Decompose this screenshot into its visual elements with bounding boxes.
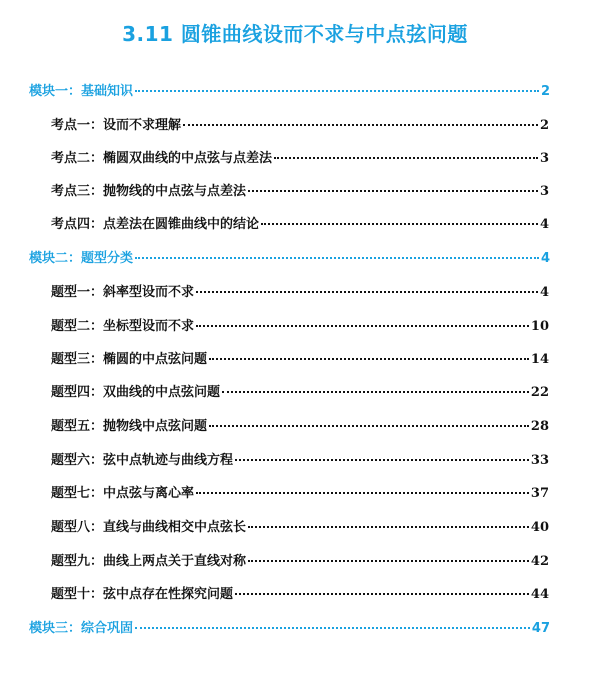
toc-module-1[interactable] [29,83,550,101]
toc-tixing-2[interactable] [51,318,549,336]
toc-kaodian-2[interactable] [51,150,549,168]
toc-label: 考点二：椭圆双曲线的中点弦与点差法 [51,151,273,166]
toc-label: 题型七：中点弦与离心率 [51,486,195,501]
toc-page-number: 22 [530,385,549,400]
toc-label: 考点三：抛物线的中点弦与点差法 [51,184,247,199]
toc-label: 题型一：斜率型设而不求 [51,285,195,300]
toc-dot-leader [235,593,529,595]
toc-module-2[interactable] [29,250,550,268]
toc-dot-leader [135,627,530,629]
toc-label: 考点四：点差法在圆锥曲线中的结论 [51,217,260,232]
toc-page-number: 4 [540,251,550,266]
toc-dot-leader [235,459,529,461]
toc-kaodian-1[interactable] [51,117,549,135]
toc-label: 题型五：抛物线中点弦问题 [51,419,208,434]
toc-dot-leader [196,291,538,293]
toc-dot-leader [196,492,529,494]
toc-dot-leader [248,190,538,192]
toc-module-3[interactable] [29,620,550,638]
page-title: 3.11 圆锥曲线设而不求与中点弦问题 [122,22,468,46]
toc-page-number: 3 [539,184,549,199]
toc-tixing-8[interactable] [51,519,549,537]
toc-tixing-4[interactable] [51,384,549,402]
toc-dot-leader [274,157,538,159]
toc-tixing-1[interactable] [51,284,549,302]
toc-dot-leader [222,391,529,393]
toc-label: 题型八：直线与曲线相交中点弦长 [51,520,247,535]
toc-label: 题型六：弦中点轨迹与曲线方程 [51,453,234,468]
toc-label: 考点一：设而不求理解 [51,118,182,133]
toc-kaodian-3[interactable] [51,183,549,201]
toc-page-number: 10 [530,319,549,334]
toc-page-number: 42 [530,554,549,569]
toc-label: 模块一：基础知识 [29,84,134,99]
toc-label: 题型九：曲线上两点关于直线对称 [51,554,247,569]
toc-dot-leader [183,124,538,126]
toc-dot-leader [135,90,539,92]
toc-dot-leader [209,358,529,360]
toc-dot-leader [248,560,529,562]
toc-dot-leader [261,223,538,225]
toc-label: 题型二：坐标型设而不求 [51,319,195,334]
toc-page-number: 33 [530,453,549,468]
toc-tixing-3[interactable] [51,351,549,369]
toc-page-number: 44 [530,587,549,602]
toc-tixing-5[interactable] [51,418,549,436]
toc-label: 题型四：双曲线的中点弦问题 [51,385,221,400]
toc-label: 模块三：综合巩固 [29,621,134,636]
toc-page-number: 28 [530,419,549,434]
toc-page-number: 2 [540,84,550,99]
toc-tixing-9[interactable] [51,553,549,571]
toc-kaodian-4[interactable] [51,216,549,234]
toc-tixing-6[interactable] [51,452,549,470]
toc-page-number: 4 [539,217,549,232]
toc-tixing-10[interactable] [51,586,549,604]
toc-page-number: 14 [530,352,549,367]
toc-label: 题型十：弦中点存在性探究问题 [51,587,234,602]
toc-dot-leader [196,325,529,327]
toc-page-number: 2 [539,118,549,133]
toc-dot-leader [209,425,529,427]
toc-page-number: 37 [530,486,549,501]
toc-page-number: 47 [531,621,550,636]
toc-dot-leader [248,526,529,528]
toc-dot-leader [135,257,539,259]
toc-tixing-7[interactable] [51,485,549,503]
toc-label: 题型三：椭圆的中点弦问题 [51,352,208,367]
toc-label: 模块二：题型分类 [29,251,134,266]
toc-page-number: 3 [539,151,549,166]
toc-page-number: 40 [530,520,549,535]
toc-page-number: 4 [539,285,549,300]
